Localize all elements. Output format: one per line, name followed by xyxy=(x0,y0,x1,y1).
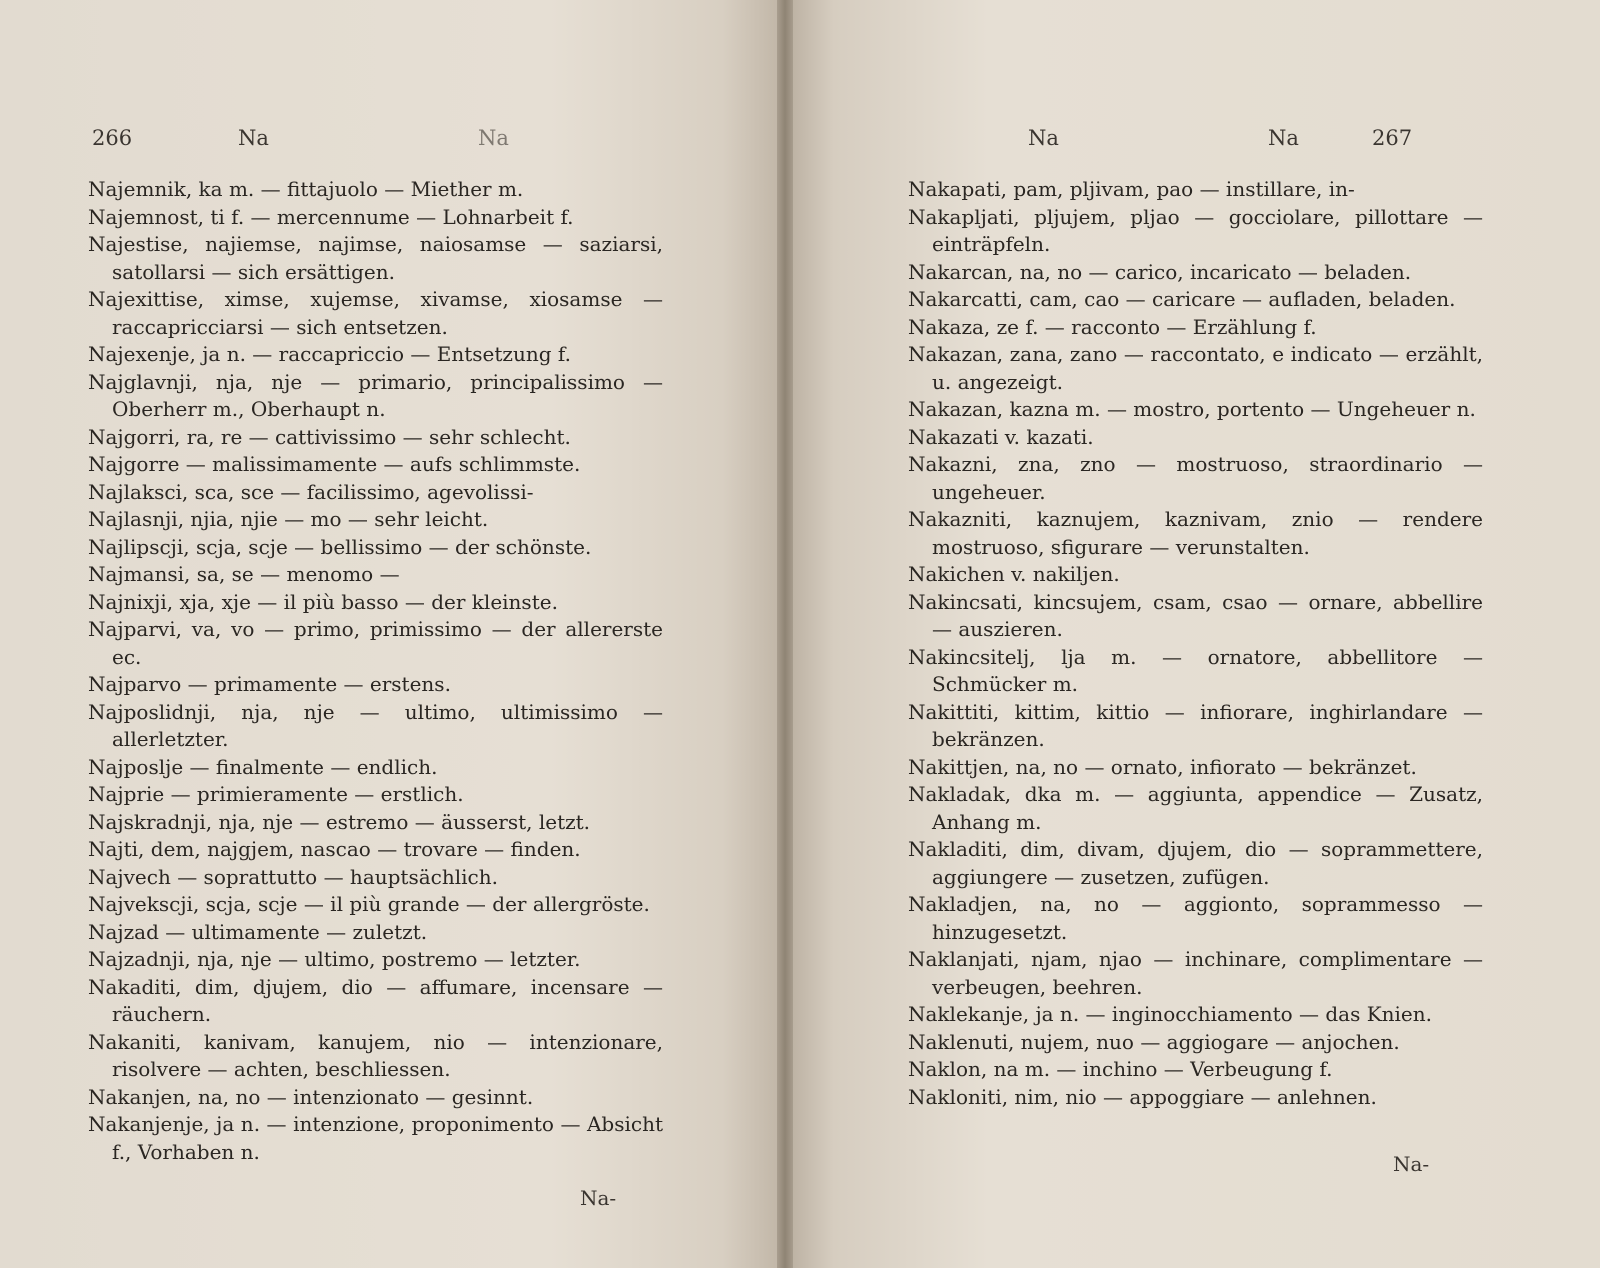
dictionary-entry: Najparvo — primamente — erstens. xyxy=(88,672,451,696)
running-head-left: Na xyxy=(238,126,269,150)
dictionary-entry: Naklanjati, njam, njao — inchinare, complimentare — verbeugen, beehren. xyxy=(908,947,1483,999)
dictionary-entry: Nakazan, kazna m. — mostro, portento — Ungeheuer n. xyxy=(908,397,1476,421)
dictionary-entry: Najlasnji, njia, njie — mo — sehr leicht. xyxy=(88,507,489,531)
dictionary-entry: Najexenje, ja n. — raccapriccio — Entsetzung f. xyxy=(88,342,571,366)
dictionary-entry: Nakarcan, na, no — carico, incaricato — beladen. xyxy=(908,259,1412,284)
catchword: Na- xyxy=(1393,1152,1430,1176)
dictionary-entry: Nakichen v. nakiljen. xyxy=(908,562,1120,586)
dictionary-entry: Najvech — soprattutto — hauptsächlich. xyxy=(88,864,498,889)
dictionary-entry: Naklekanje, ja n. — inginocchiamento — das Knien. xyxy=(908,1002,1433,1026)
dictionary-entry: Najemnik, ka m. — fittajuolo — Miether m. xyxy=(88,177,524,201)
dictionary-entry: Najestise, najiemse, najimse, naiosamse — saziarsi, satollarsi — sich ersättigen. xyxy=(88,232,663,284)
dictionary-entry: Nakloniti, nim, nio — appoggiare — anlehnen. xyxy=(908,1084,1377,1109)
entry-list xyxy=(908,176,1483,1111)
dictionary-entry: Najmansi, sa, se — menomo — xyxy=(88,562,400,586)
dictionary-entry: Najlaksci, sca, sce — facilissimo, agevolissi- xyxy=(88,479,534,504)
dictionary-entry: Nakarcatti, cam, cao — caricare — aufladen, beladen. xyxy=(908,287,1456,311)
dictionary-entry: Najskradnji, nja, nje — estremo — äusserst, letzt. xyxy=(88,809,591,834)
dictionary-entry: Nakittiti, kittim, kittio — infiorare, inghirlandare — bekränzen. xyxy=(908,699,1483,751)
dictionary-entry: Najti, dem, najgjem, nascao — trovare — finden. xyxy=(88,837,581,861)
dictionary-entry: Nakittjen, na, no — ornato, infiorato — bekränzet. xyxy=(908,754,1417,779)
dictionary-entry: Nakincsitelj, lja m. — ornatore, abbellitore — Schmücker m. xyxy=(908,644,1483,696)
running-head-right: Na xyxy=(1268,126,1299,150)
running-head-left: Na xyxy=(1028,126,1059,150)
book-gutter xyxy=(777,0,793,1268)
dictionary-entry: Najexittise, ximse, xujemse, xivamse, xiosamse — raccapricciarsi — sich entsetzen. xyxy=(88,287,663,339)
left-page xyxy=(0,0,785,1268)
dictionary-entry: Nakanjenje, ja n. — intenzione, proponimento — Absicht f., Vorhaben n. xyxy=(88,1112,663,1164)
dictionary-entry: Najposlje — finalmente — endlich. xyxy=(88,754,438,779)
entry-list xyxy=(88,176,663,1166)
dictionary-entry: Najnixji, xja, xje — il più basso — der kleinste. xyxy=(88,589,558,614)
dictionary-entry: Nakazniti, kaznujem, kaznivam, znio — rendere mostruoso, sfigurare — verunstalten. xyxy=(908,507,1483,559)
dictionary-entry: Nakazni, zna, zno — mostruoso, straordinario — ungeheuer. xyxy=(908,452,1483,504)
dictionary-entry: Najparvi, va, vo — primo, primissimo — der allererste ec. xyxy=(88,617,663,669)
dictionary-entry: Najposlidnji, nja, nje — ultimo, ultimissimo — allerletzter. xyxy=(88,699,663,751)
dictionary-entry: Nakazati v. kazati. xyxy=(908,424,1094,449)
running-head-right: Na xyxy=(478,126,509,150)
dictionary-entry: Najgorri, ra, re — cattivissimo — sehr schlecht. xyxy=(88,424,571,449)
dictionary-entry: Naklon, na m. — inchino — Verbeugung f. xyxy=(908,1057,1333,1081)
page-number: 267 xyxy=(1372,126,1413,150)
dictionary-entry: Najprie — primieramente — erstlich. xyxy=(88,782,464,806)
dictionary-entry: Nakazan, zana, zano — raccontato, e indicato — erzählt, u. angezeigt. xyxy=(908,342,1483,394)
dictionary-entry: Nakaniti, kanivam, kanujem, nio — intenzionare, risolvere — achten, beschliessen. xyxy=(88,1029,663,1081)
dictionary-entry: Najglavnji, nja, nje — primario, principalissimo — Oberherr m., Oberhaupt n. xyxy=(88,369,663,421)
dictionary-entry: Naklenuti, nujem, nuo — aggiogare — anjochen. xyxy=(908,1029,1400,1054)
dictionary-entry: Nakapati, pam, pljivam, pao — instillare, in- xyxy=(908,177,1355,201)
dictionary-entry: Nakladjen, na, no — aggionto, soprammesso — hinzugesetzt. xyxy=(908,892,1483,944)
dictionary-entry: Najlipscji, scja, scje — bellissimo — der schönste. xyxy=(88,534,592,559)
catchword: Na- xyxy=(580,1186,617,1210)
dictionary-entry: Nakladak, dka m. — aggiunta, appendice — Zusatz, Anhang m. xyxy=(908,782,1483,834)
dictionary-entry: Nakapljati, pljujem, pljao — gocciolare, pillottare — einträpfeln. xyxy=(908,204,1483,256)
dictionary-entry: Nakladiti, dim, divam, djujem, dio — soprammettere, aggiungere — zusetzen, zufügen. xyxy=(908,837,1483,889)
dictionary-entry: Nakaditi, dim, djujem, dio — affumare, incensare — räuchern. xyxy=(88,974,663,1026)
dictionary-entry: Najzadnji, nja, nje — ultimo, postremo — letzter. xyxy=(88,947,581,971)
dictionary-entry: Nakaza, ze f. — racconto — Erzählung f. xyxy=(908,314,1317,339)
page-number: 266 xyxy=(92,126,133,150)
dictionary-entry: Najemnost, ti f. — mercennume — Lohnarbeit f. xyxy=(88,204,574,229)
dictionary-entry: Nakincsati, kincsujem, csam, csao — ornare, abbellire — auszieren. xyxy=(908,589,1483,641)
dictionary-entry: Najzad — ultimamente — zuletzt. xyxy=(88,919,428,944)
dictionary-entry: Najvekscji, scja, scje — il più grande — der allergröste. xyxy=(88,892,650,916)
dictionary-entry: Nakanjen, na, no — intenzionato — gesinnt. xyxy=(88,1084,534,1109)
dictionary-entry: Najgorre — malissimamente — aufs schlimmste. xyxy=(88,452,581,476)
